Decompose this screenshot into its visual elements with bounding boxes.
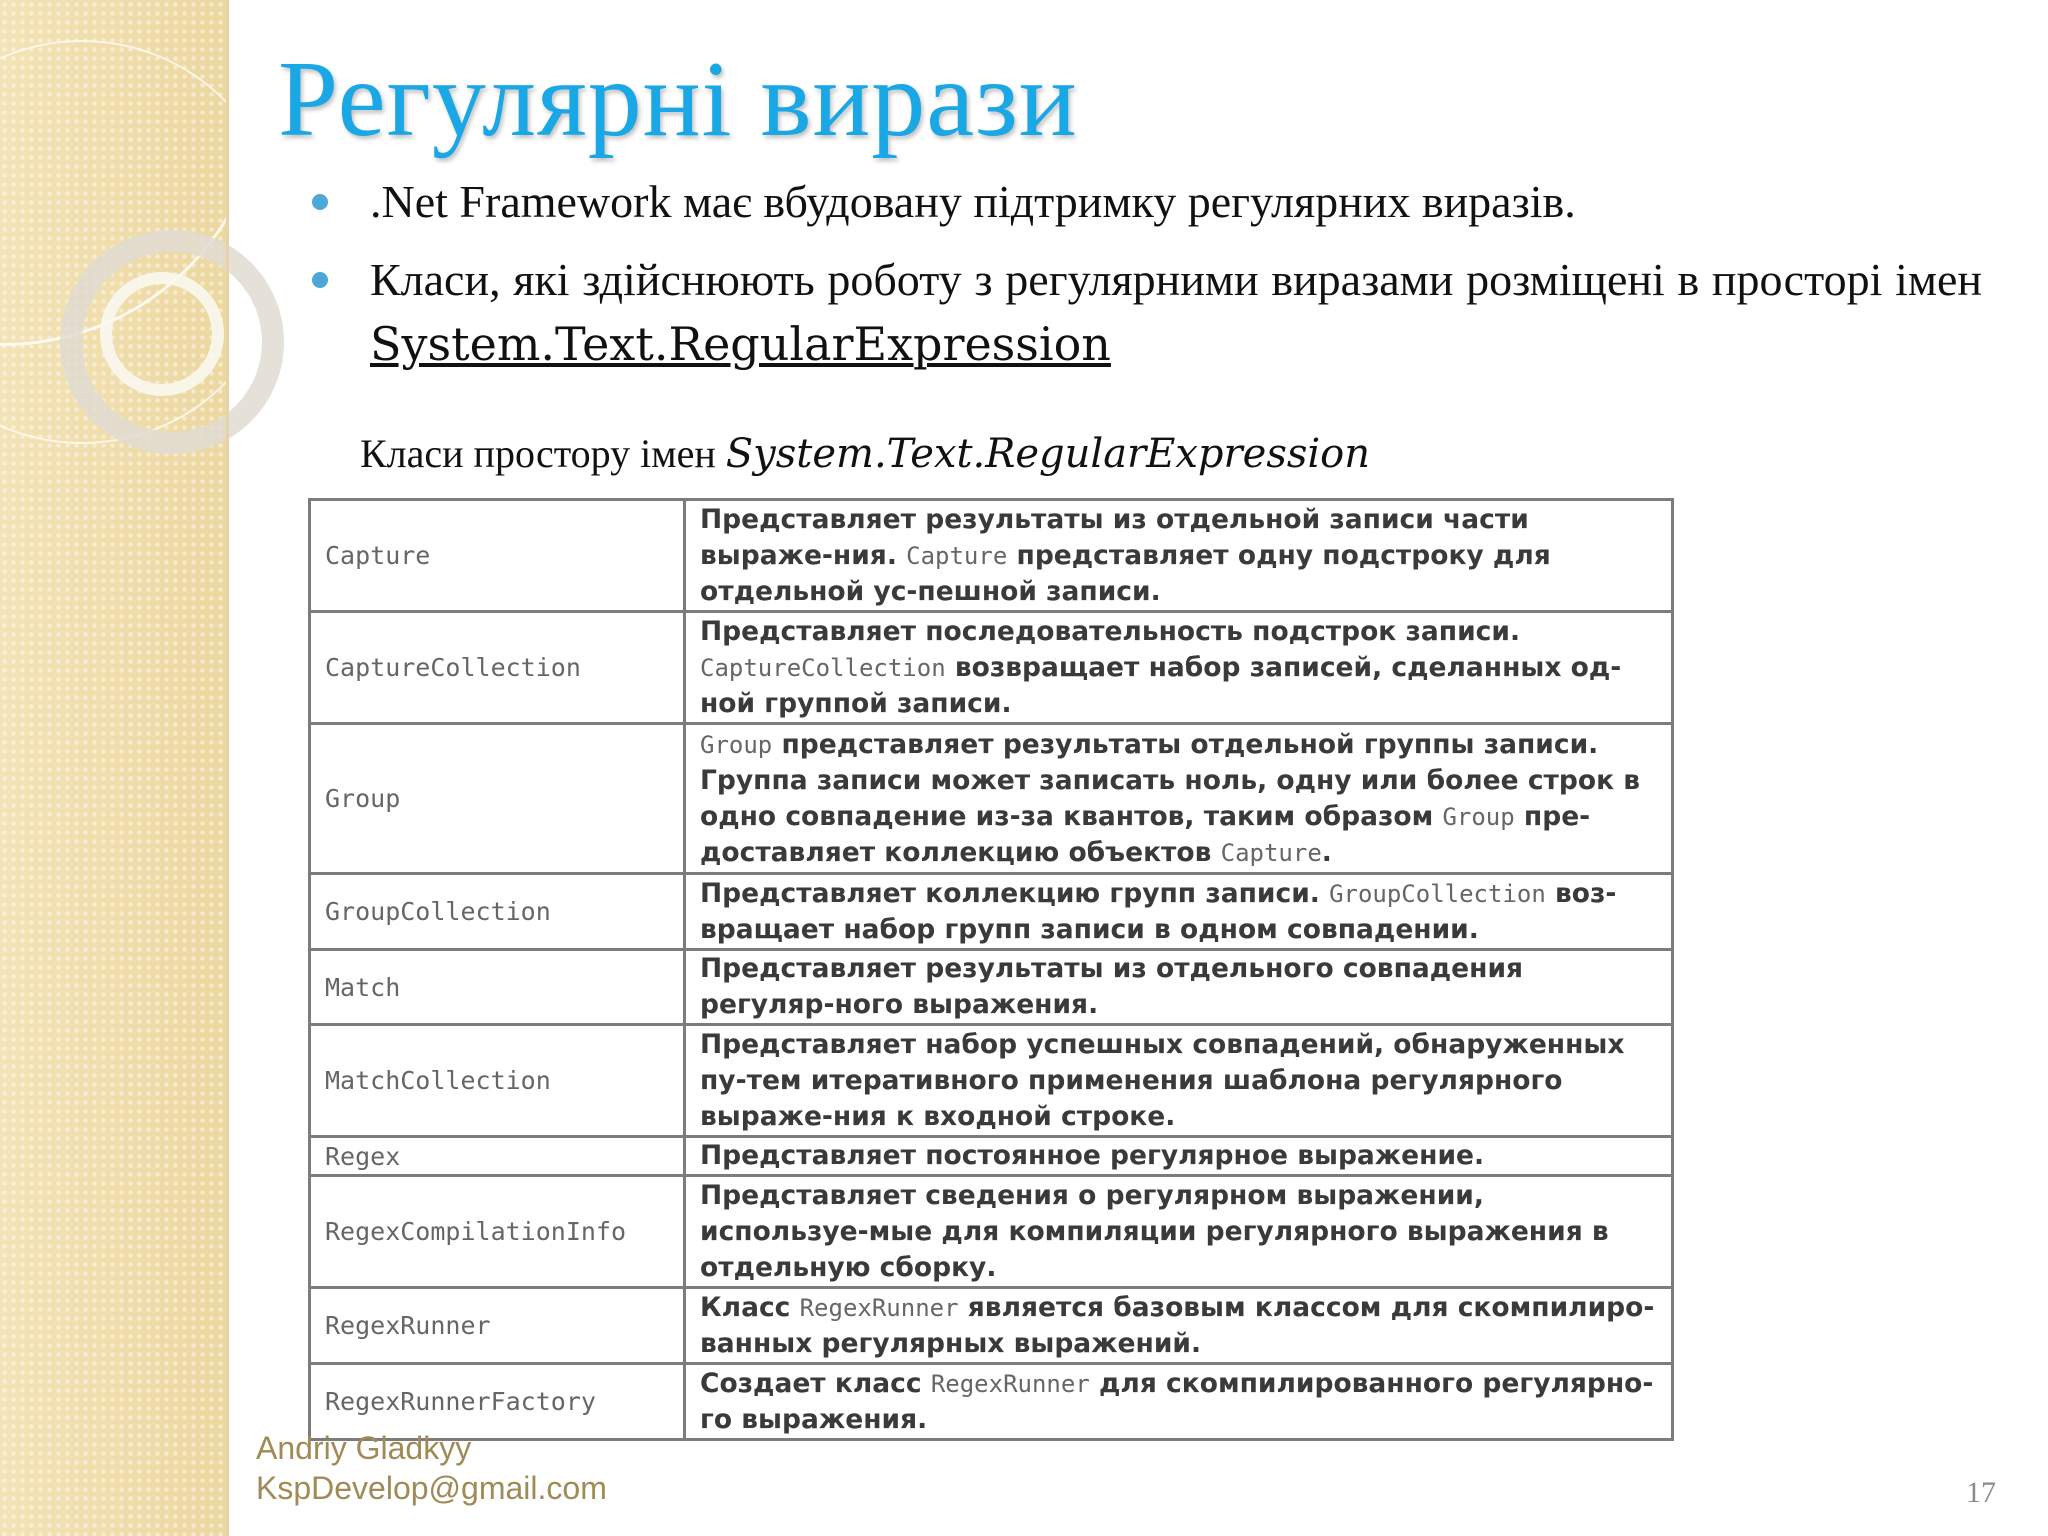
description-text: возвращает набор записей, сделанных од-ной группой записи.	[700, 651, 1622, 719]
decorative-ring	[100, 272, 224, 396]
description-text: Представляет сведения о регулярном выражении, используе-мые для компиляции регулярного выражения в отдельную сборку.	[700, 1179, 1609, 1283]
description-text: представляет результаты отдельной группы записи. Группа записи может записать ноль, одну или более строк в одно совпадение из-за квантов, таким образом	[700, 728, 1641, 832]
class-description-cell	[685, 1025, 1673, 1137]
code-fragment: GroupCollection	[1329, 879, 1546, 908]
class-name-cell: GroupCollection	[310, 874, 685, 950]
table-row	[310, 1137, 1673, 1176]
table-row	[310, 1025, 1673, 1137]
table-row	[310, 1176, 1673, 1288]
table-row	[310, 1288, 1673, 1364]
code-fragment: Capture	[906, 541, 1008, 570]
class-description-cell	[685, 724, 1673, 874]
class-name-cell: RegexCompilationInfo	[310, 1176, 685, 1288]
description-text: для скомпилированного регулярно-го выражения.	[700, 1367, 1654, 1435]
description-text: Представляет набор успешных совпадений, обнаруженных пу-тем итеративного применения шаблона регулярного выраже-ния к входной строке.	[700, 1028, 1625, 1132]
bullet-dot-icon	[312, 272, 328, 288]
slide-title: Регулярні вирази	[278, 40, 1078, 159]
page-number: 17	[1966, 1476, 1996, 1509]
class-description-cell	[685, 1288, 1673, 1364]
class-name-cell: Group	[310, 724, 685, 874]
description-text: является базовым классом для скомпилиро-ванных регулярных выражений.	[700, 1291, 1655, 1359]
code-fragment: CaptureCollection	[700, 653, 946, 682]
class-name-cell: Match	[310, 950, 685, 1025]
classes-table	[308, 498, 1674, 1441]
sidebar-edge	[226, 0, 229, 1536]
caption-namespace: System.Text.RegularExpression	[725, 431, 1371, 477]
bullet-text: Класи, які здійснюють роботу з регулярними виразами розміщені в просторі імен	[370, 254, 1982, 305]
bullet-item	[370, 248, 1982, 377]
description-text: Представляет результаты из отдельной записи части выраже-ния.	[700, 503, 1529, 571]
description-text: Представляет результаты из отдельного совпадения регуляр-ного выражения.	[700, 953, 1524, 1020]
class-description-cell	[685, 874, 1673, 950]
class-description-cell	[685, 500, 1673, 612]
namespace-link[interactable]: System.Text.RegularExpression	[370, 317, 1111, 371]
table-row	[310, 874, 1673, 950]
description-text: воз-вращает набор групп записи в одном совпадении.	[700, 877, 1617, 945]
class-name-cell: RegexRunner	[310, 1288, 685, 1364]
code-fragment: Group	[1442, 802, 1515, 831]
table-row	[310, 612, 1673, 724]
description-text: .	[1321, 836, 1332, 868]
table-row	[310, 500, 1673, 612]
footer-email: KspDevelop@gmail.com	[256, 1470, 607, 1506]
description-text: пре-доставляет коллекцию объектов	[700, 800, 1591, 868]
description-text: Представляет коллекцию групп записи.	[700, 877, 1330, 909]
class-name-cell: Regex	[310, 1137, 685, 1176]
class-description-cell	[685, 950, 1673, 1025]
class-name-cell: Capture	[310, 500, 685, 612]
bullet-item	[370, 170, 1982, 234]
class-description-cell	[685, 1364, 1673, 1440]
description-text: представляет одну подстроку для отдельной ус-пешной записи.	[700, 539, 1551, 607]
class-description-cell	[685, 1176, 1673, 1288]
footer-author: Andriy Gladkyy	[256, 1430, 472, 1466]
table-row	[310, 950, 1673, 1025]
class-name-cell: CaptureCollection	[310, 612, 685, 724]
decorative-sidebar	[0, 0, 228, 1536]
class-name-cell: RegexRunnerFactory	[310, 1364, 685, 1440]
bullet-list	[370, 170, 1982, 391]
class-description-cell	[685, 612, 1673, 724]
description-text: Класс	[700, 1291, 800, 1323]
code-fragment: Group	[700, 730, 773, 759]
code-fragment: RegexRunner	[799, 1293, 959, 1322]
class-name-cell: MatchCollection	[310, 1025, 685, 1137]
description-text: Создает класс	[700, 1367, 931, 1399]
class-description-cell	[685, 1137, 1673, 1176]
description-text: Представляет постоянное регулярное выражение.	[700, 1140, 1485, 1171]
bullet-text: .Net Framework має вбудовану підтримку регулярних виразів.	[370, 176, 1576, 227]
code-fragment: Capture	[1220, 838, 1322, 867]
table-body	[310, 500, 1673, 1440]
code-fragment: RegexRunner	[930, 1369, 1090, 1398]
table-row	[310, 724, 1673, 874]
table-caption	[360, 430, 1370, 477]
bullet-dot-icon	[312, 194, 328, 210]
footer-author-block	[256, 1428, 607, 1508]
caption-prefix: Класи простору імен	[360, 431, 726, 476]
description-text: Представляет последовательность подстрок записи.	[700, 615, 1521, 647]
